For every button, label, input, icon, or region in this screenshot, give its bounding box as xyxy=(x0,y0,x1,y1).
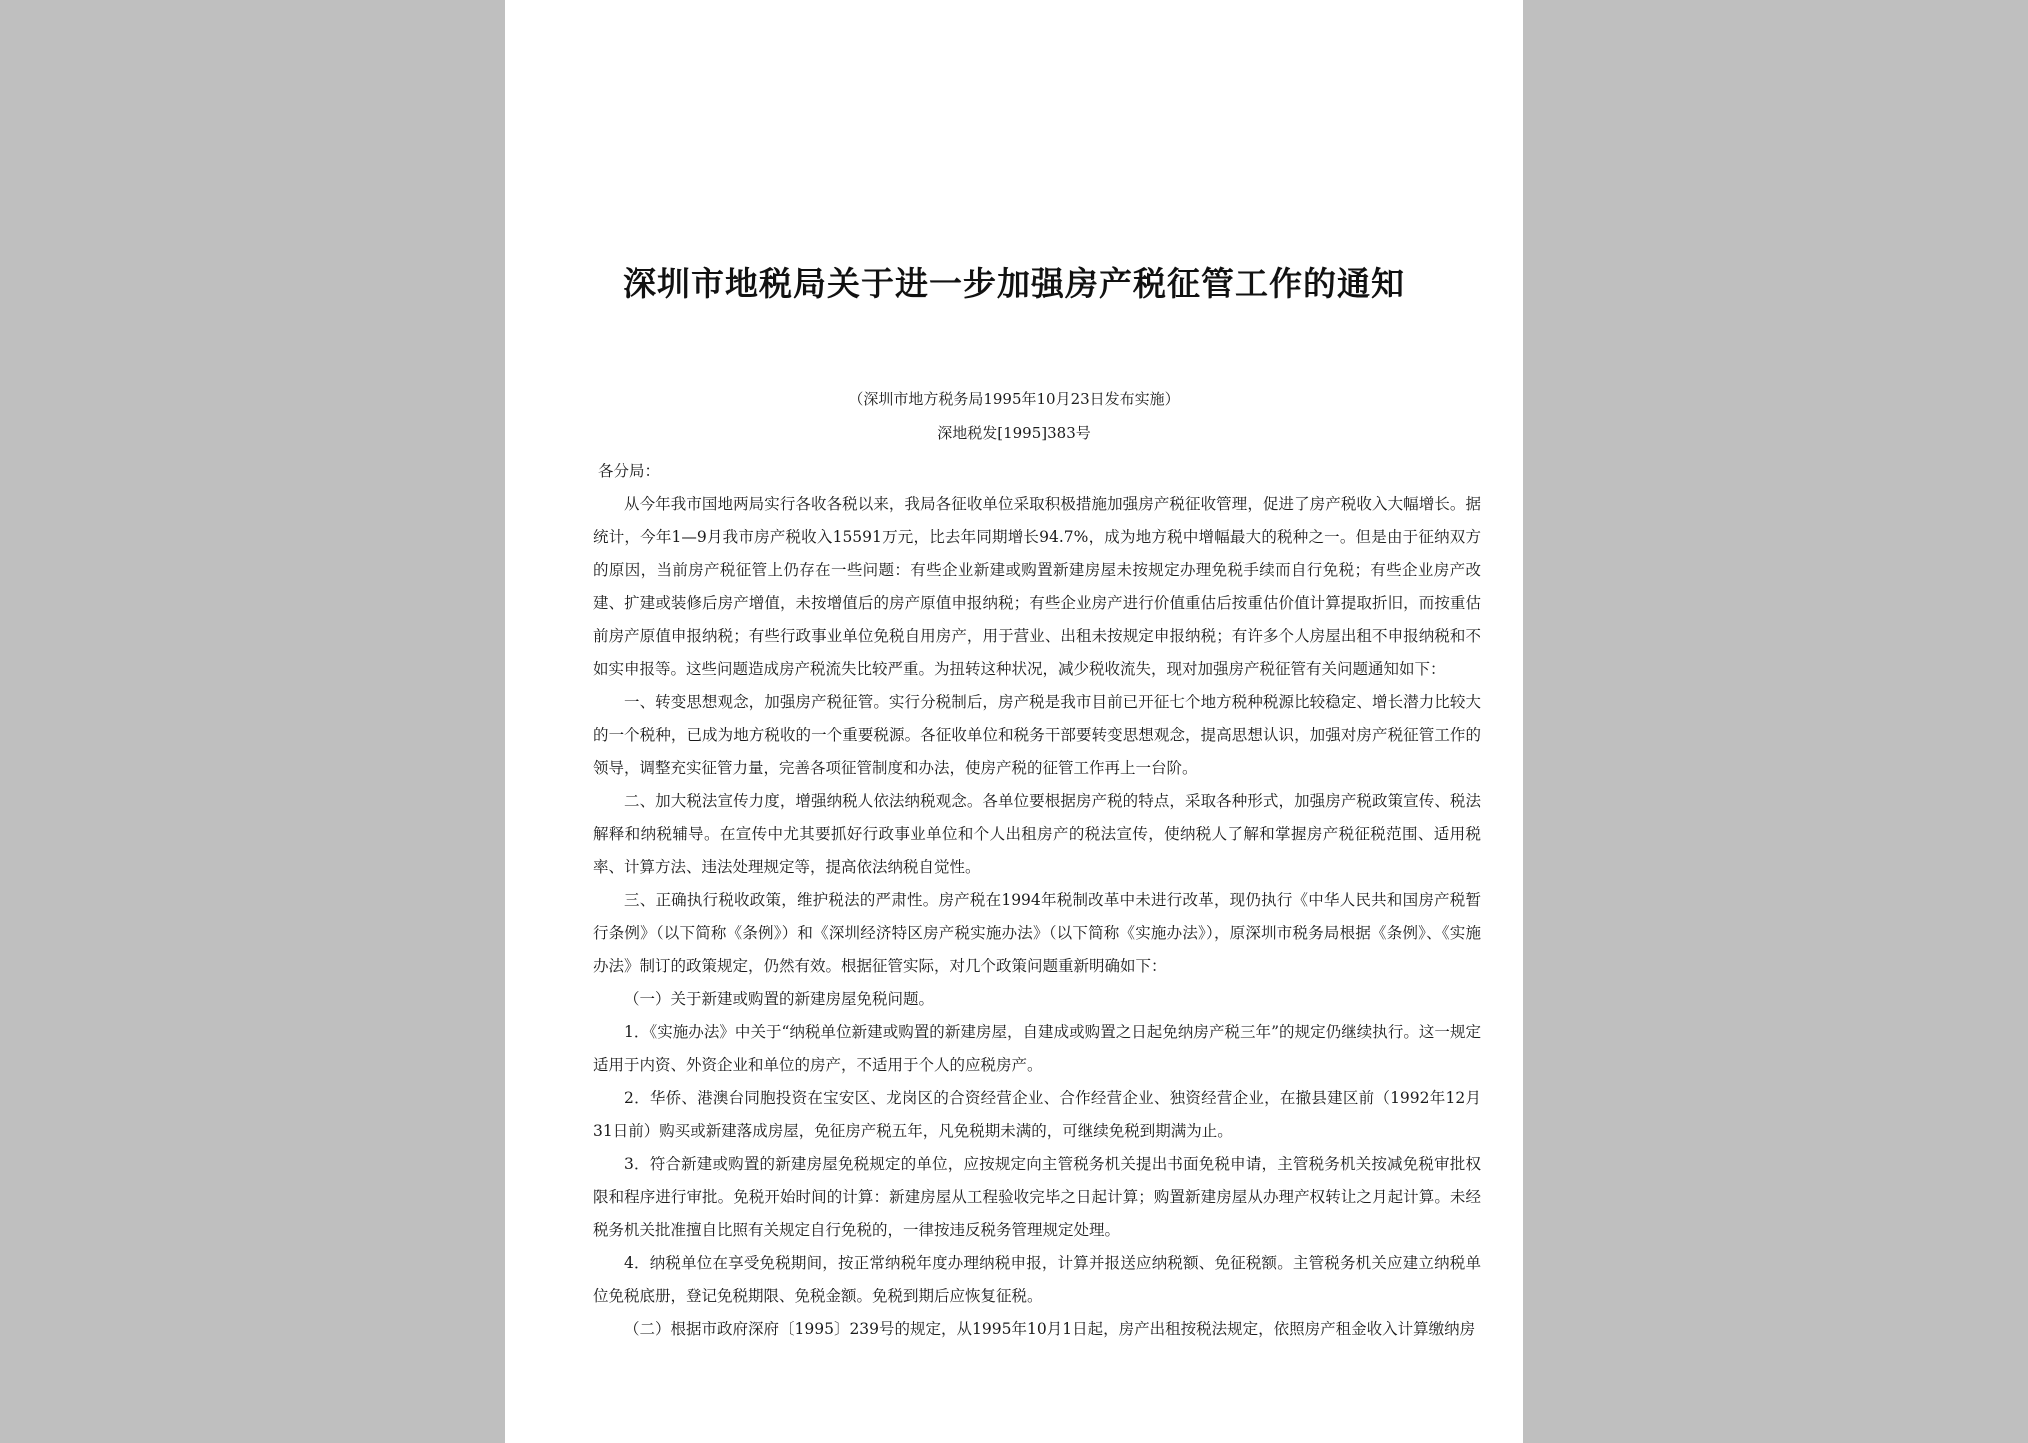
document-body xyxy=(593,455,1481,1346)
paragraph: 4．纳税单位在享受免税期间，按正常纳税年度办理纳税申报，计算并报送应纳税额、免征税额。主管税务机关应建立纳税单位免税底册，登记免税期限、免税金额。免税到期后应恢复征税。 xyxy=(593,1254,1481,1305)
paragraph: （二）根据市政府深府〔1995〕239号的规定，从1995年10月1日起，房产出租按税法规定，依照房产租金收入计算缴纳房 xyxy=(624,1320,1476,1338)
salutation: 各分局： xyxy=(598,462,661,480)
paragraph: 1．《实施办法》中关于“纳税单位新建或购置的新建房屋，自建成或购置之日起免纳房产税三年”的规定仍继续执行。这一规定适用于内资、外资企业和单位的房产，不适用于个人的应税房产。 xyxy=(593,1023,1481,1074)
paragraph: 一、转变思想观念，加强房产税征管。实行分税制后，房产税是我市目前已开征七个地方税种税源比较稳定、增长潜力比较大的一个税种，已成为地方税收的一个重要税源。各征收单位和税务干部要转变思想观念，提高思想认识，加强对房产税征管工作的领导，调整充实征管力量，完善各项征管制度和办法，使房产税的征管工作再上一台阶。 xyxy=(593,693,1481,777)
document-subtitle: （深圳市地方税务局1995年10月23日发布实施） xyxy=(848,390,1180,408)
paragraph: 从今年我市国地两局实行各收各税以来，我局各征收单位采取积极措施加强房产税征收管理，促进了房产税收入大幅增长。据统计，今年1—9月我市房产税收入15591万元，比去年同期增长94.7%，成为地方税中增幅最大的税种之一。但是由于征纳双方的原因，当前房产税征管上仍存在一些问题：有些企业新建或购置新建房屋未按规定办理免税手续而自行免税；有些企业房产改建、扩建或装修后房产增值，未按增值后的房产原值申报纳税；有些企业房产进行价值重估后按重估价值计算提取折旧，而按重估前房产原值申报纳税；有些行政事业单位免税自用房产，用于营业、出租未按规定申报纳税；有许多个人房屋出租不申报纳税和不如实申报等。这些问题造成房产税流失比较严重。为扭转这种状况，减少税收流失，现对加强房产税征管有关问题通知如下： xyxy=(593,495,1481,678)
paragraph: 二、加大税法宣传力度，增强纳税人依法纳税观念。各单位要根据房产税的特点，采取各种形式，加强房产税政策宣传、税法解释和纳税辅导。在宣传中尤其要抓好行政事业单位和个人出租房产的税法宣传，使纳税人了解和掌握房产税征税范围、适用税率、计算方法、违法处理规定等，提高依法纳税自觉性。 xyxy=(593,792,1481,876)
document-page xyxy=(505,0,1523,1443)
document-number: 深地税发[1995]383号 xyxy=(937,424,1091,442)
paragraph: 3．符合新建或购置的新建房屋免税规定的单位，应按规定向主管税务机关提出书面免税申请，主管税务机关按减免税审批权限和程序进行审批。免税开始时间的计算：新建房屋从工程验收完毕之日起计算；购置新建房屋从办理产权转让之月起计算。未经税务机关批准擅自比照有关规定自行免税的，一律按违反税务管理规定处理。 xyxy=(593,1155,1481,1239)
paragraph: 三、正确执行税收政策，维护税法的严肃性。房产税在1994年税制改革中未进行改革，现仍执行《中华人民共和国房产税暂行条例》（以下简称《条例》）和《深圳经济特区房产税实施办法》（以下简称《实施办法》），原深圳市税务局根据《条例》、《实施办法》制订的政策规定，仍然有效。根据征管实际，对几个政策问题重新明确如下： xyxy=(593,891,1481,975)
paragraph: （一）关于新建或购置的新建房屋免税问题。 xyxy=(624,990,935,1008)
paragraph: 2．华侨、港澳台同胞投资在宝安区、龙岗区的合资经营企业、合作经营企业、独资经营企业，在撤县建区前（1992年12月31日前）购买或新建落成房屋，免征房产税五年，凡免税期未满的，可继续免税到期满为止。 xyxy=(593,1089,1481,1140)
document-title: 深圳市地税局关于进一步加强房产税征管工作的通知 xyxy=(623,264,1405,303)
